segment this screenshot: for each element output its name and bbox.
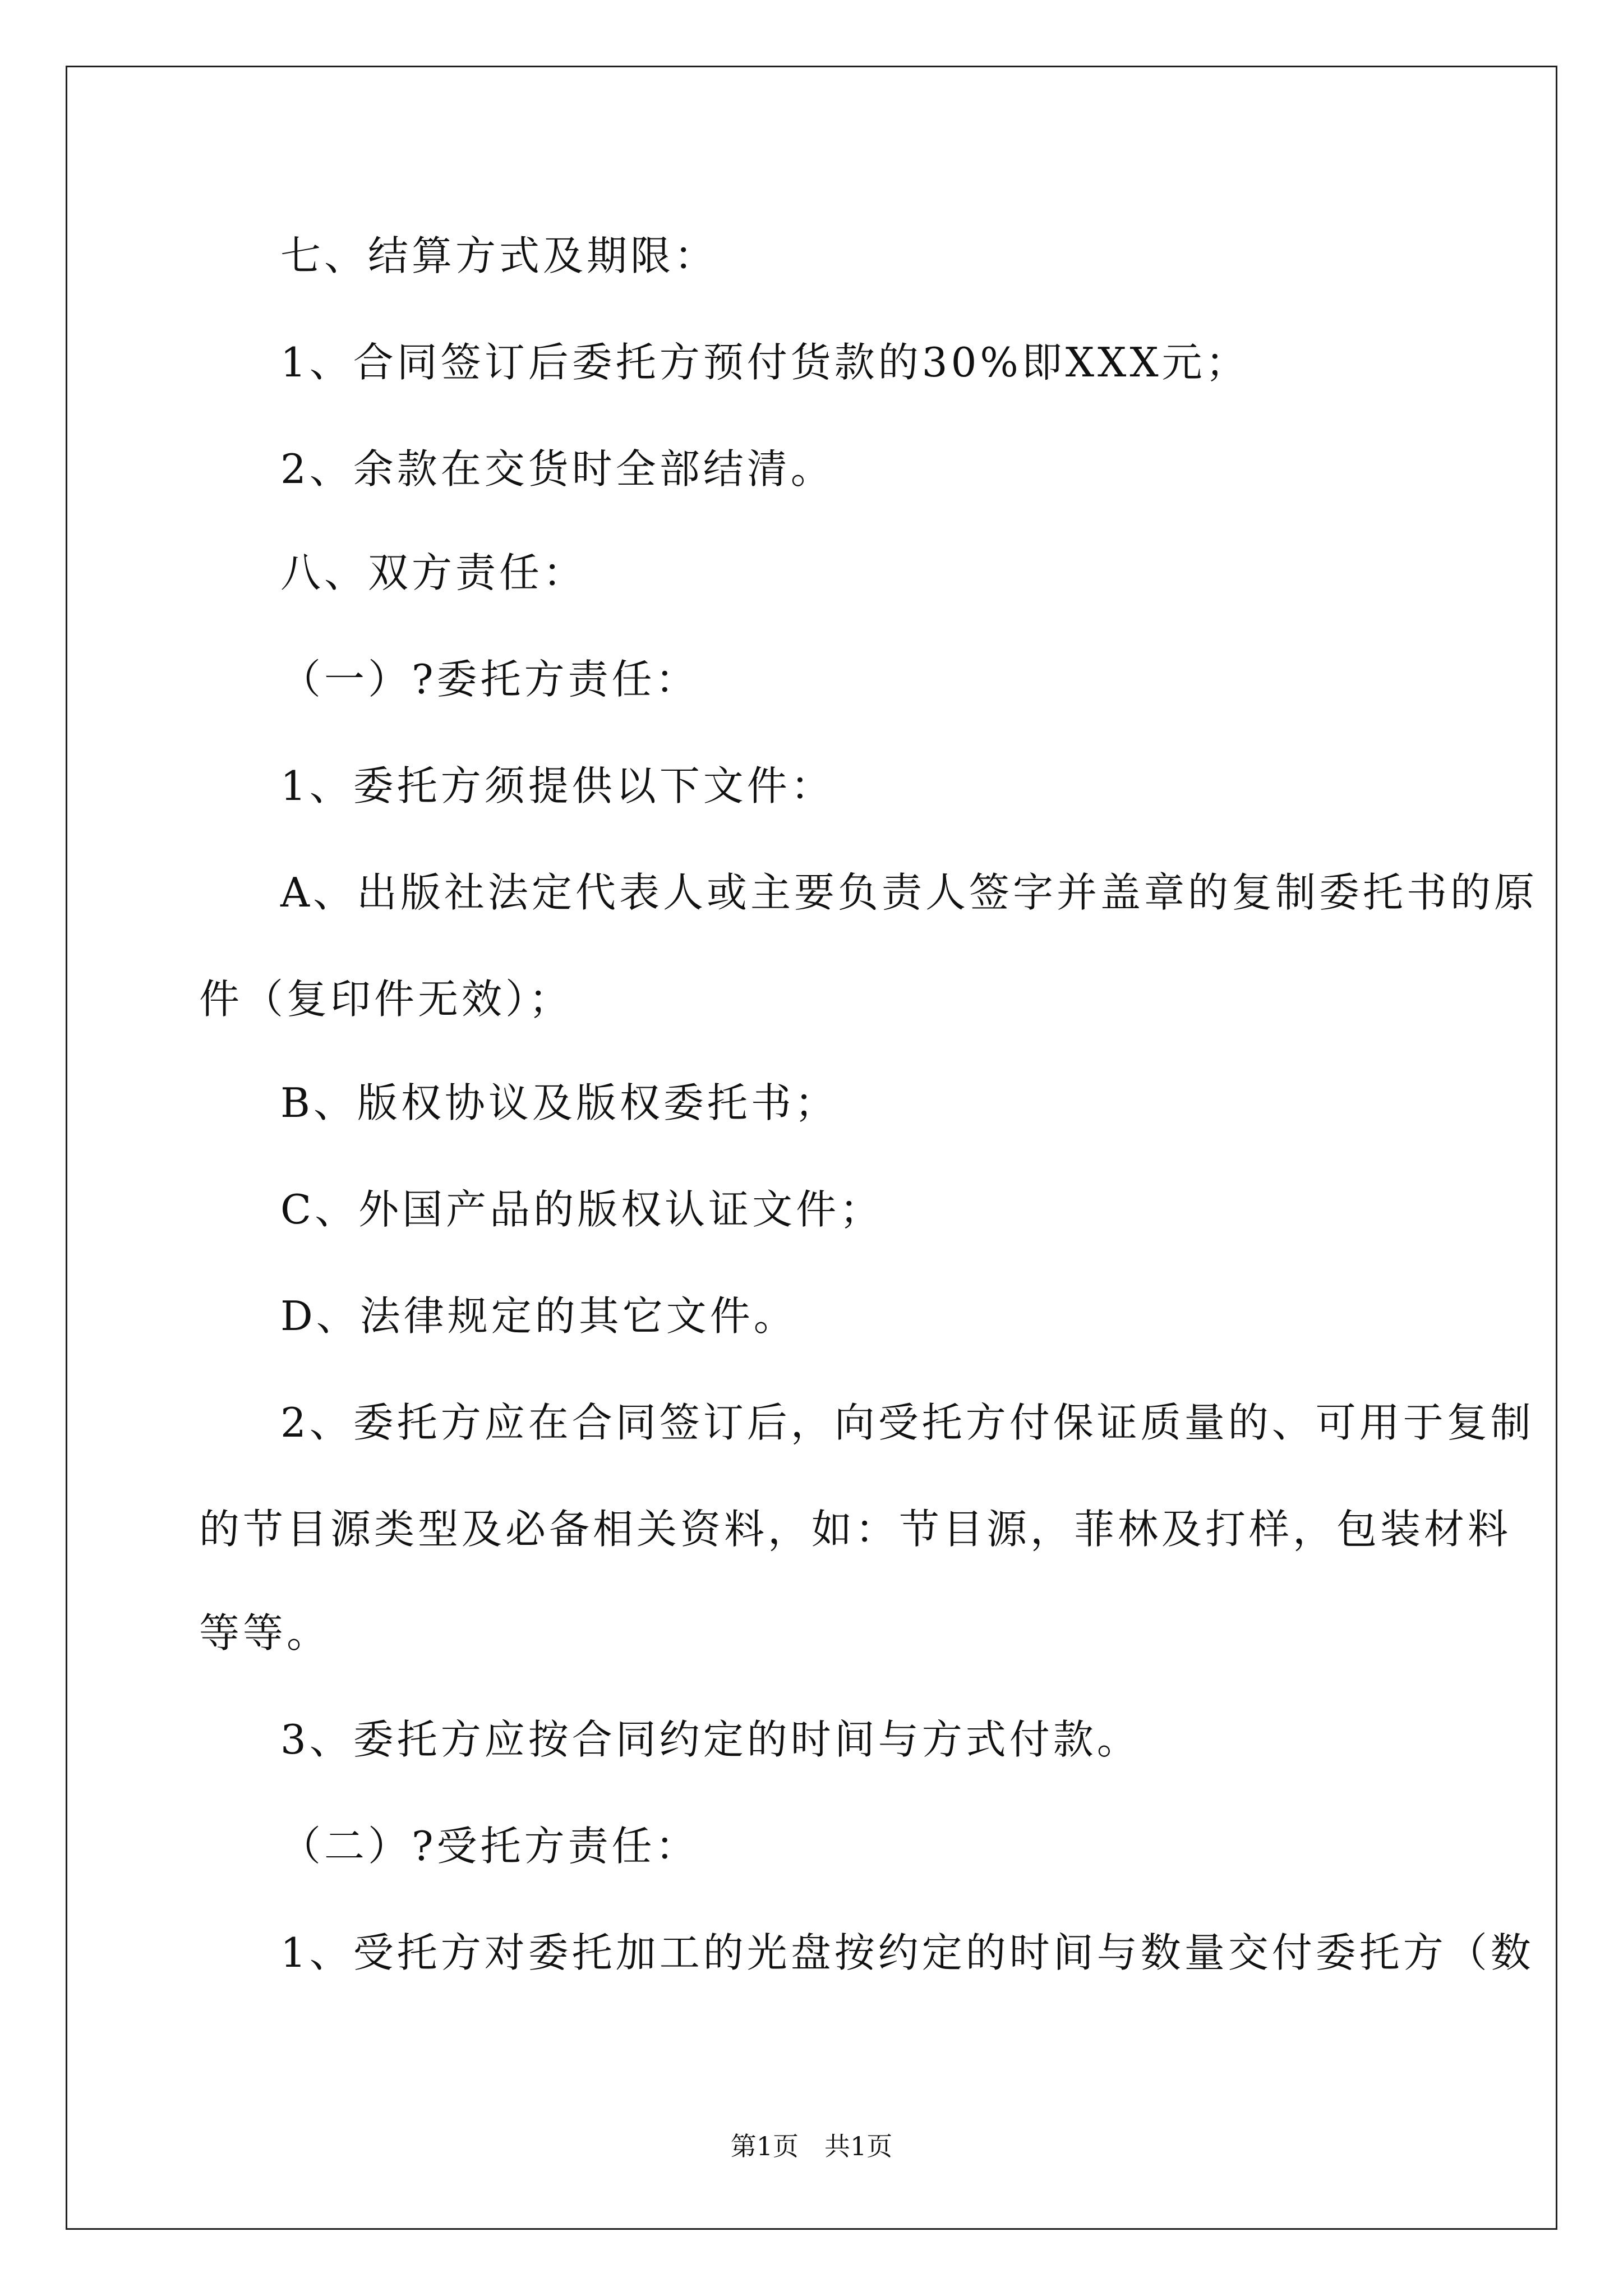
paragraph-line: 件（复印件无效）； bbox=[199, 976, 573, 1023]
paragraph-line: B、版权协议及版权委托书； bbox=[280, 1079, 838, 1126]
paragraph-line: 的节目源类型及必备相关资料，如：节目源，菲林及打样，包装材料 bbox=[199, 1506, 1512, 1553]
paragraph-line: 1、受托方对委托加工的光盘按约定的时间与数量交付委托方（数 bbox=[280, 1929, 1534, 1976]
paragraph-line: 2、委托方应在合同签订后，向受托方付保证质量的、可用于复制 bbox=[280, 1399, 1534, 1446]
paragraph-line: A、出版社法定代表人或主要负责人签字并盖章的复制委托书的原 bbox=[280, 869, 1538, 916]
paragraph-line: 1、委托方须提供以下文件： bbox=[280, 762, 834, 809]
subsection-heading-client: （一）?委托方责任： bbox=[280, 656, 699, 703]
section-heading-settlement: 七、结算方式及期限： bbox=[280, 232, 718, 279]
subsection-heading-contractor: （二）?受托方责任： bbox=[280, 1823, 699, 1870]
section-heading-responsibilities: 八、双方责任： bbox=[280, 549, 587, 596]
page-footer: 第1页 共1页 bbox=[730, 2131, 893, 2161]
paragraph-line: C、外国产品的版权认证文件； bbox=[280, 1186, 884, 1233]
paragraph-line: 3、委托方应按合同约定的时间与方式付款。 bbox=[280, 1716, 1141, 1763]
paragraph-line: 1、合同签订后委托方预付货款的30%即XXX元； bbox=[280, 339, 1249, 386]
paragraph-line: 2、余款在交货时全部结清。 bbox=[280, 445, 834, 493]
paragraph-line: D、法律规定的其它文件。 bbox=[280, 1292, 797, 1340]
page-border bbox=[66, 66, 1557, 2230]
paragraph-line: 等等。 bbox=[199, 1609, 331, 1657]
